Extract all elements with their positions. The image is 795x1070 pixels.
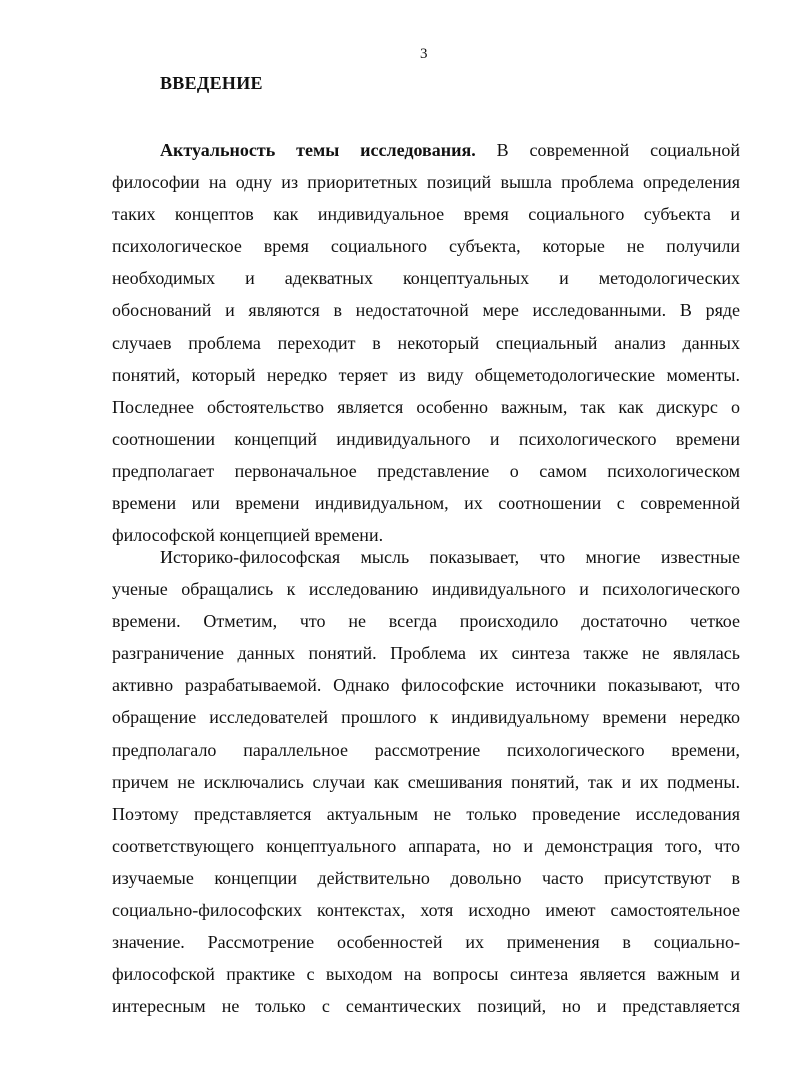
text-line: Последнее обстоятельство является особенно важным, так как дискурс о: [112, 396, 740, 417]
text-line: причем не исключались случаи как смешивания понятий, так и их подмены.: [112, 771, 740, 792]
paragraph-history: [112, 541, 740, 1022]
text-line: значение. Рассмотрение особенностей их применения в социально-: [112, 932, 740, 953]
text-line: соотношении концепций индивидуального и психологического времени: [112, 428, 740, 449]
paragraph-relevance: [112, 134, 740, 551]
text-line: Поэтому представляется актуальным не только проведение исследования: [112, 803, 740, 824]
paragraph-first-line-text: В современной социальной: [496, 140, 741, 160]
text-line: предполагает первоначальное представление о самом психологическом: [112, 460, 740, 481]
paragraph-first-line: [112, 134, 740, 166]
text-line: философии на одну из приоритетных позиций вышла проблема определения: [112, 172, 740, 193]
text-line: психологическое время социального субъекта, которые не получили: [112, 236, 740, 257]
text-line: философской практике с выходом на вопросы синтеза является важным и: [112, 964, 740, 985]
text-line: Историко-философская мысль показывает, что многие известные: [160, 547, 740, 567]
text-line: времени или времени индивидуальном, их соотношении с современной: [112, 493, 740, 514]
section-heading: ВВЕДЕНИЕ: [160, 73, 263, 93]
text-line: необходимых и адекватных концептуальных и методологических: [112, 268, 740, 289]
text-line: ученые обращались к исследованию индивидуального и психологического: [112, 579, 740, 600]
text-line: социально-философских контекстах, хотя исходно имеют самостоятельное: [112, 900, 740, 921]
text-line: понятий, который нередко теряет из виду общеметодологические моменты.: [112, 364, 740, 385]
text-line: философской концепцией времени.: [112, 525, 384, 546]
text-line: обращение исследователей прошлого к индивидуальному времени нередко: [112, 707, 740, 728]
text-line: таких концептов как индивидуальное время социального субъекта и: [112, 204, 740, 225]
text-line: времени. Отметим, что не всегда происходило достаточно четкое: [112, 611, 740, 632]
text-line: интересным не только с семантических позиций, но и представляется: [112, 996, 740, 1017]
text-line: обоснований и являются в недостаточной мере исследованными. В ряде: [112, 300, 740, 321]
text-line: случаев проблема переходит в некоторый специальный анализ данных: [112, 332, 740, 353]
text-line: разграничение данных понятий. Проблема их синтеза также не являлась: [112, 643, 740, 664]
text-line: соответствующего концептуального аппарата, но и демонстрация того, что: [112, 835, 740, 856]
text-line: изучаемые концепции действительно довольно часто присутствуют в: [112, 867, 740, 888]
text-line: активно разрабатываемой. Однако философские источники показывают, что: [112, 675, 740, 696]
paragraph-lead: Актуальность темы исследования.: [160, 140, 476, 160]
page-number: 3: [420, 46, 428, 62]
text-line: предполагало параллельное рассмотрение психологического времени,: [112, 739, 740, 760]
